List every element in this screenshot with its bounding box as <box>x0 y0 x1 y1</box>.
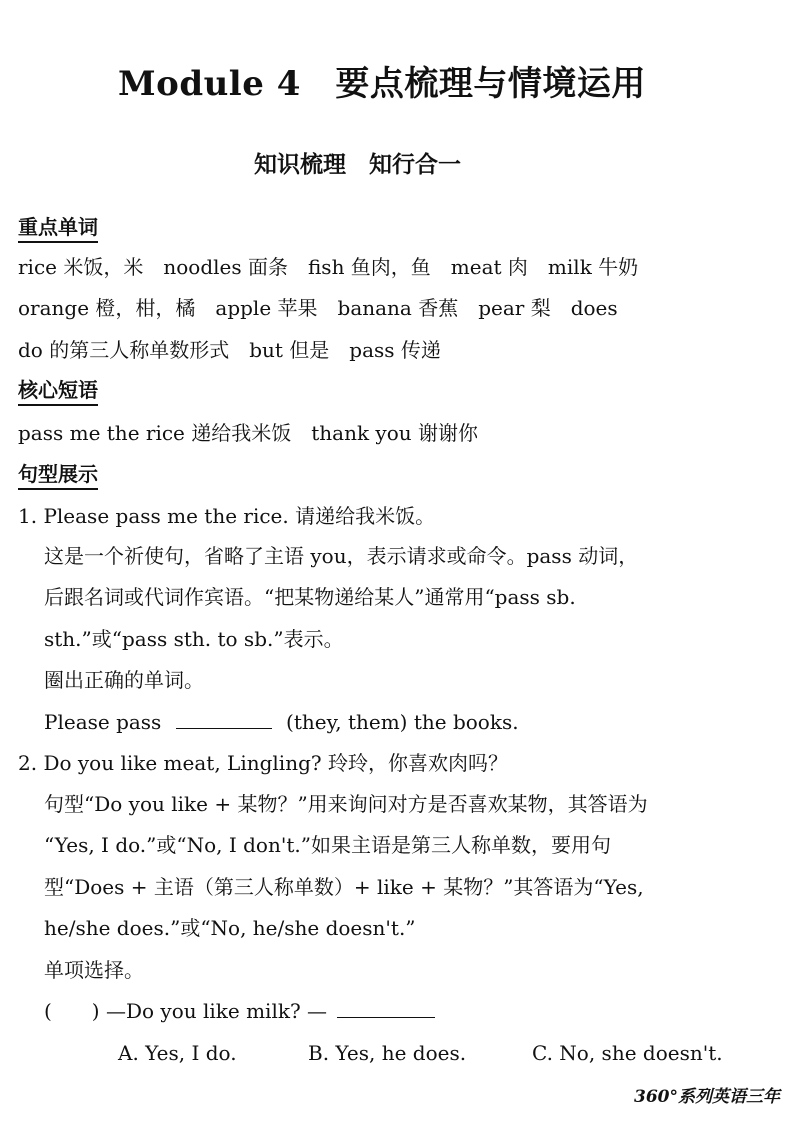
item-1-title: 1. Please pass me the rice. 请递给我米饭。 <box>18 504 436 528</box>
words-line-1: rice 米饭，米 noodles 面条 fish 鱼肉，鱼 meat 肉 milk 牛奶 <box>18 255 639 279</box>
answer-paren[interactable]: ( ) <box>44 999 100 1023</box>
item-2-explain-2: “Yes, I do.”或“No, I don't.”如果主语是第三人称单数，要用句 <box>44 833 611 857</box>
answer-blank[interactable] <box>337 1016 435 1018</box>
item-2-explain-3: 型“Does + 主语（第三人称单数）+ like + 某物？”其答语为“Yes, <box>44 875 644 899</box>
item-2-explain-1: 句型“Do you like + 某物？”用来询问对方是否喜欢某物，其答语为 <box>44 792 648 816</box>
words-line-2: orange 橙，柑，橘 apple 苹果 banana 香蕉 pear 梨 does <box>18 296 618 320</box>
phrases-line-1: pass me the rice 递给我米饭 thank you 谢谢你 <box>18 421 479 445</box>
item-1-explain-1: 这是一个祈使句，省略了主语 you，表示请求或命令。pass 动词， <box>44 544 639 568</box>
footer-series-label: 360°系列英语三年 <box>634 1087 780 1107</box>
item-2-question <box>44 998 435 1024</box>
answer-blank[interactable] <box>176 727 272 729</box>
item-2-task: 单项选择。 <box>44 958 144 982</box>
heading-key-words: 重点单词 <box>18 214 98 243</box>
section-subtitle: 知识梳理 知行合一 <box>254 151 461 178</box>
item-1-task: 圈出正确的单词。 <box>44 668 204 692</box>
item-1-explain-3: sth.”或“pass sth. to sb.”表示。 <box>44 627 344 651</box>
exercise-text-post: (they, them) the books. <box>286 710 519 734</box>
option-b[interactable]: B. Yes, he does. <box>308 1041 467 1065</box>
option-c[interactable]: C. No, she doesn't. <box>532 1041 723 1065</box>
item-2-title: 2. Do you like meat, Lingling? 玲玲，你喜欢肉吗？ <box>18 751 508 775</box>
item-2-explain-4: he/she does.”或“No, he/she doesn't.” <box>44 916 416 940</box>
words-line-3: do 的第三人称单数形式 but 但是 pass 传递 <box>18 338 441 362</box>
exercise-text-pre: Please pass <box>44 710 162 734</box>
item-1-explain-2: 后跟名词或代词作宾语。“把某物递给某人”通常用“pass sb. <box>44 585 576 609</box>
question-text: —Do you like milk? — <box>105 999 328 1023</box>
option-a[interactable]: A. Yes, I do. <box>118 1041 237 1065</box>
heading-core-phrases: 核心短语 <box>18 377 98 406</box>
page-title: Module 4 要点梳理与情境运用 <box>118 64 646 104</box>
heading-sentence-patterns: 句型展示 <box>18 461 98 490</box>
item-1-exercise <box>44 709 519 735</box>
